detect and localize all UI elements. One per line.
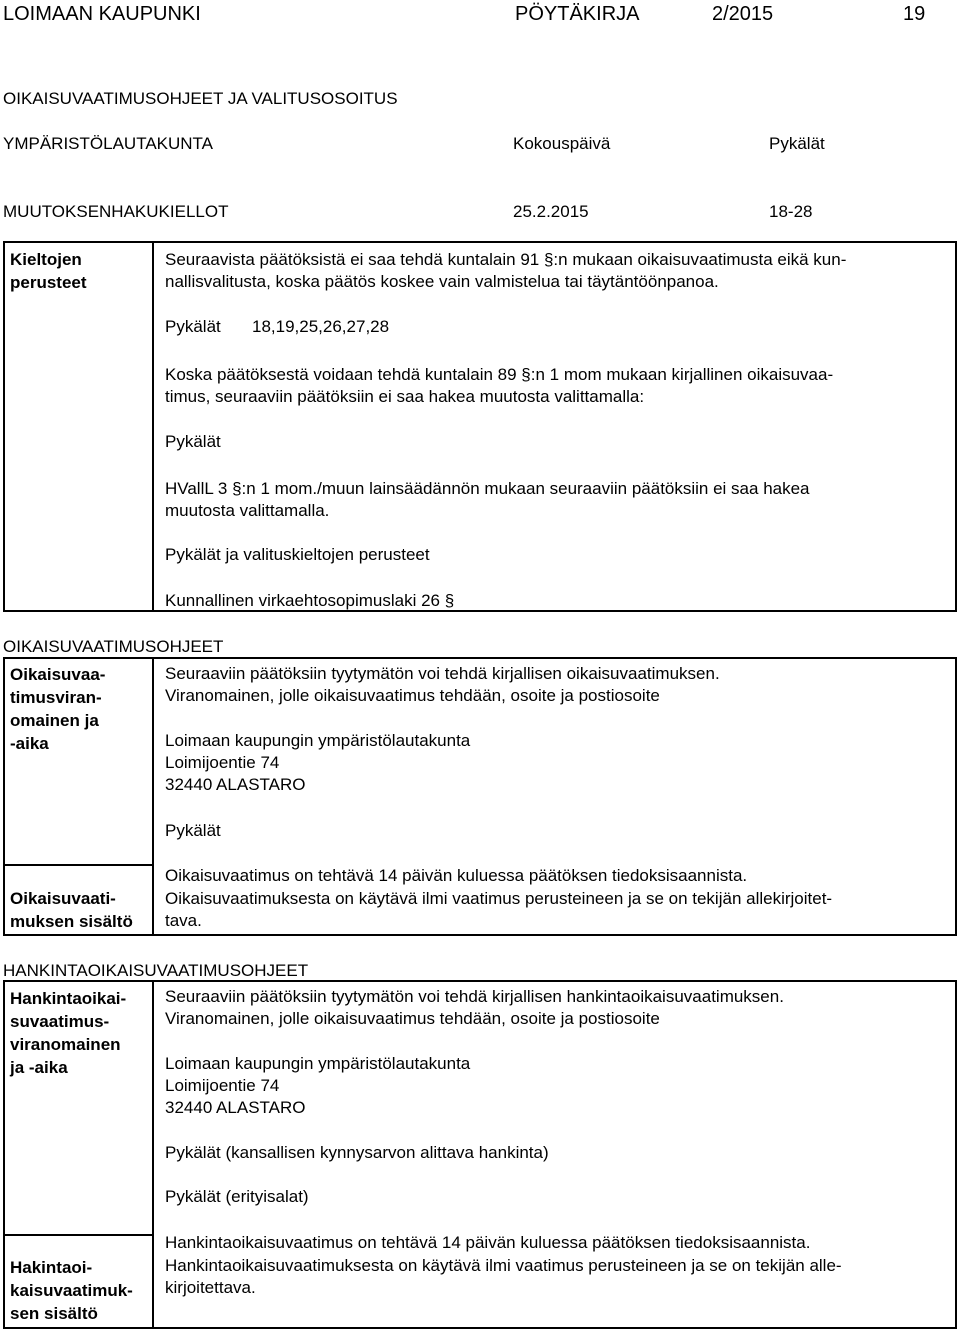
appeal-ban-sections1-value: 18,19,25,26,27,28: [252, 317, 390, 336]
appeal-ban-para2-line1: Koska päätöksestä voidaan tehdä kuntalain 89 §:n 1 mom mukaan kirjallinen oikaisuvaa-: [165, 365, 834, 384]
rectification-content-line1: Oikaisuvaatimuksesta on käytävä ilmi vaatimus perusteineen ja se on tekijän allekirjoitet-: [165, 889, 833, 908]
board-name: YMPÄRISTÖLAUTAKUNTA: [3, 134, 214, 153]
procurement-divider: [152, 980, 154, 1329]
procurement-authority-label-4: ja -aika: [10, 1058, 68, 1077]
appeal-ban-para2-line2: timus, seuraaviin päätöksiin ei saa hakea muutosta valittamalla:: [165, 387, 645, 406]
appeal-ban-para3-line2: muutosta valittamalla.: [165, 501, 330, 520]
rectification-address-line1: Loimaan kaupungin ympäristölautakunta: [165, 731, 471, 750]
rectification-authority-label-1: Oikaisuvaa-: [10, 665, 106, 684]
procurement-authority-label-1: Hankintaoikai-: [10, 989, 127, 1008]
rectification-content-label-1: Oikaisuvaati-: [10, 889, 116, 908]
rectification-deadline: Oikaisuvaatimus on tehtävä 14 päivän kuluessa päätöksen tiedoksisaannista.: [165, 866, 748, 885]
appeal-ban-label-line2: perusteet: [10, 273, 87, 292]
appeal-ban-para1-line1: Seuraavista päätöksistä ei saa tehdä kuntalain 91 §:n mukaan oikaisuvaatimusta eikä kun-: [165, 250, 847, 269]
rectification-heading: OIKAISUVAATIMUSOHJEET: [3, 637, 224, 656]
procurement-sections-national: Pykälät (kansallisen kynnysarvon alittava hankinta): [165, 1143, 549, 1162]
sections-label: Pykälät: [769, 134, 825, 153]
appeal-ban-basis: Kunnallinen virkaehtosopimuslaki 26 §: [165, 591, 455, 610]
appeal-ban-sections3: Pykälät ja valituskieltojen perusteet: [165, 545, 430, 564]
document-number: 2/2015: [712, 3, 774, 25]
rectification-authority-label-4: -aika: [10, 734, 49, 753]
appeal-ban-para3-line1: HVallL 3 §:n 1 mom./muun lainsäädännön mukaan seuraaviin päätöksiin ei saa hakea: [165, 479, 810, 498]
procurement-content-label-2: kaisuvaatimuk-: [10, 1281, 133, 1300]
procurement-address-line3: 32440 ALASTARO: [165, 1098, 306, 1117]
procurement-sections-special: Pykälät (erityisalat): [165, 1187, 309, 1206]
rectification-text-line2: Viranomainen, jolle oikaisuvaatimus tehdään, osoite ja postiosoite: [165, 686, 660, 705]
rectification-address-line3: 32440 ALASTARO: [165, 775, 306, 794]
appeal-ban-box: [3, 241, 957, 612]
procurement-content-label-3: sen sisältö: [10, 1304, 98, 1323]
rectification-sections-label: Pykälät: [165, 821, 221, 840]
rectification-authority-label-2: timusviran-: [10, 688, 102, 707]
subject: MUUTOKSENHAKUKIELLOT: [3, 202, 229, 221]
rectification-text-line1: Seuraaviin päätöksiin tyytymätön voi tehdä kirjallisen oikaisuvaatimuksen.: [165, 664, 720, 683]
appeal-ban-para1-line2: nallisvalitusta, koska päätös koskee vain valmistelua tai täytäntöönpanoa.: [165, 272, 719, 291]
rectification-label-separator: [3, 864, 153, 866]
procurement-content-line2: kirjoitettava.: [165, 1278, 256, 1297]
procurement-heading: HANKINTAOIKAISUVAATIMUSOHJEET: [3, 961, 309, 980]
document-type: PÖYTÄKIRJA: [515, 3, 640, 25]
sections-range: 18-28: [769, 202, 813, 221]
procurement-content-line1: Hankintaoikaisuvaatimuksesta on käytävä ilmi vaatimus perusteineen ja se on tekijän alle-: [165, 1256, 842, 1275]
org-name: LOIMAAN KAUPUNKI: [3, 3, 201, 25]
procurement-authority-label-2: suvaatimus-: [10, 1012, 110, 1031]
appeal-ban-sections1-label: Pykälät: [165, 317, 221, 336]
procurement-address-line1: Loimaan kaupungin ympäristölautakunta: [165, 1054, 471, 1073]
rectification-address-line2: Loimijoentie 74: [165, 753, 280, 772]
procurement-authority-label-3: viranomainen: [10, 1035, 121, 1054]
page-number: 19: [903, 3, 926, 25]
appeal-ban-label-line1: Kieltojen: [10, 250, 82, 269]
rectification-divider: [152, 657, 154, 936]
rectification-authority-label-3: omainen ja: [10, 711, 99, 730]
meeting-date: 25.2.2015: [513, 202, 589, 221]
appeal-ban-sections2-label: Pykälät: [165, 432, 221, 451]
procurement-content-label-1: Hakintaoi-: [10, 1258, 93, 1277]
section-title: OIKAISUVAATIMUSOHJEET JA VALITUSOSOITUS: [3, 89, 398, 108]
appeal-ban-divider: [152, 241, 154, 612]
procurement-text-line1: Seuraaviin päätöksiin tyytymätön voi tehdä kirjallisen hankintaoikaisuvaatimuksen.: [165, 987, 784, 1006]
procurement-text-line2: Viranomainen, jolle oikaisuvaatimus tehdään, osoite ja postiosoite: [165, 1009, 660, 1028]
rectification-content-label-2: muksen sisältö: [10, 912, 133, 931]
meeting-date-label: Kokouspäivä: [513, 134, 611, 153]
rectification-content-line2: tava.: [165, 911, 202, 930]
procurement-label-separator: [3, 1234, 153, 1236]
procurement-address-line2: Loimijoentie 74: [165, 1076, 280, 1095]
procurement-deadline: Hankintaoikaisuvaatimus on tehtävä 14 päivän kuluessa päätöksen tiedoksisaannista.: [165, 1233, 811, 1252]
